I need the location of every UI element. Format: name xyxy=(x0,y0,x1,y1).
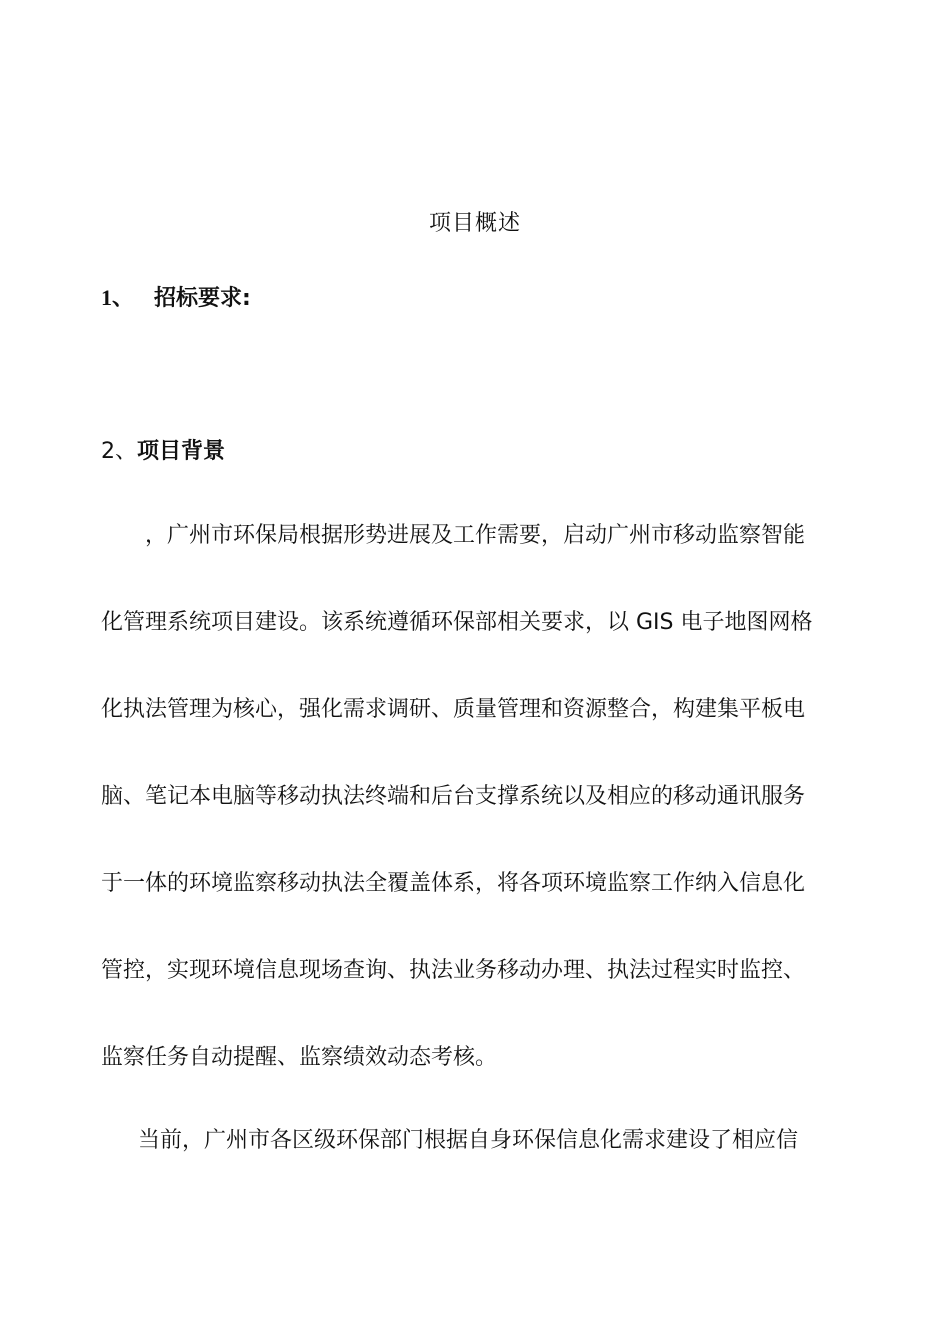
paragraph-line: 于一体的环境监察移动执法全覆盖体系，将各项环境监察工作纳入信息化 xyxy=(101,871,806,896)
section-heading-background xyxy=(101,436,225,468)
current-status-paragraph xyxy=(101,1097,850,1184)
paragraph-line: 化执法管理为核心，强化需求调研、质量管理和资源整合，构建集平板电 xyxy=(101,697,806,722)
paragraph-line: 监察任务自动提醒、监察绩效动态考核。 xyxy=(101,1045,498,1070)
paragraph-line: 脑、笔记本电脑等移动执法终端和后台支撑系统以及相应的移动通讯服务 xyxy=(101,784,806,809)
paragraph-line: 管控，实现环境信息现场查询、执法业务移动办理、执法过程实时监控、 xyxy=(101,958,806,983)
section-number: 2、 xyxy=(101,439,137,464)
document-title: 项目概述 xyxy=(428,211,521,236)
paragraph-line: ，广州市环保局根据形势进展及工作需要，启动广州市移动监察智能 xyxy=(145,523,806,548)
section-heading-text: 项目背景 xyxy=(137,439,226,464)
section-heading-requirements xyxy=(101,282,251,315)
background-paragraph xyxy=(101,492,850,1101)
paragraph-line: 化管理系统项目建设。该系统遵循环保部相关要求，以 GIS 电子地图网格 xyxy=(101,610,813,635)
paragraph-line: 当前，广州市各区级环保部门根据自身环保信息化需求建设了相应信 xyxy=(138,1128,799,1153)
section-heading-text: 招标要求: xyxy=(154,286,251,311)
section-number: 1、 xyxy=(101,285,135,310)
